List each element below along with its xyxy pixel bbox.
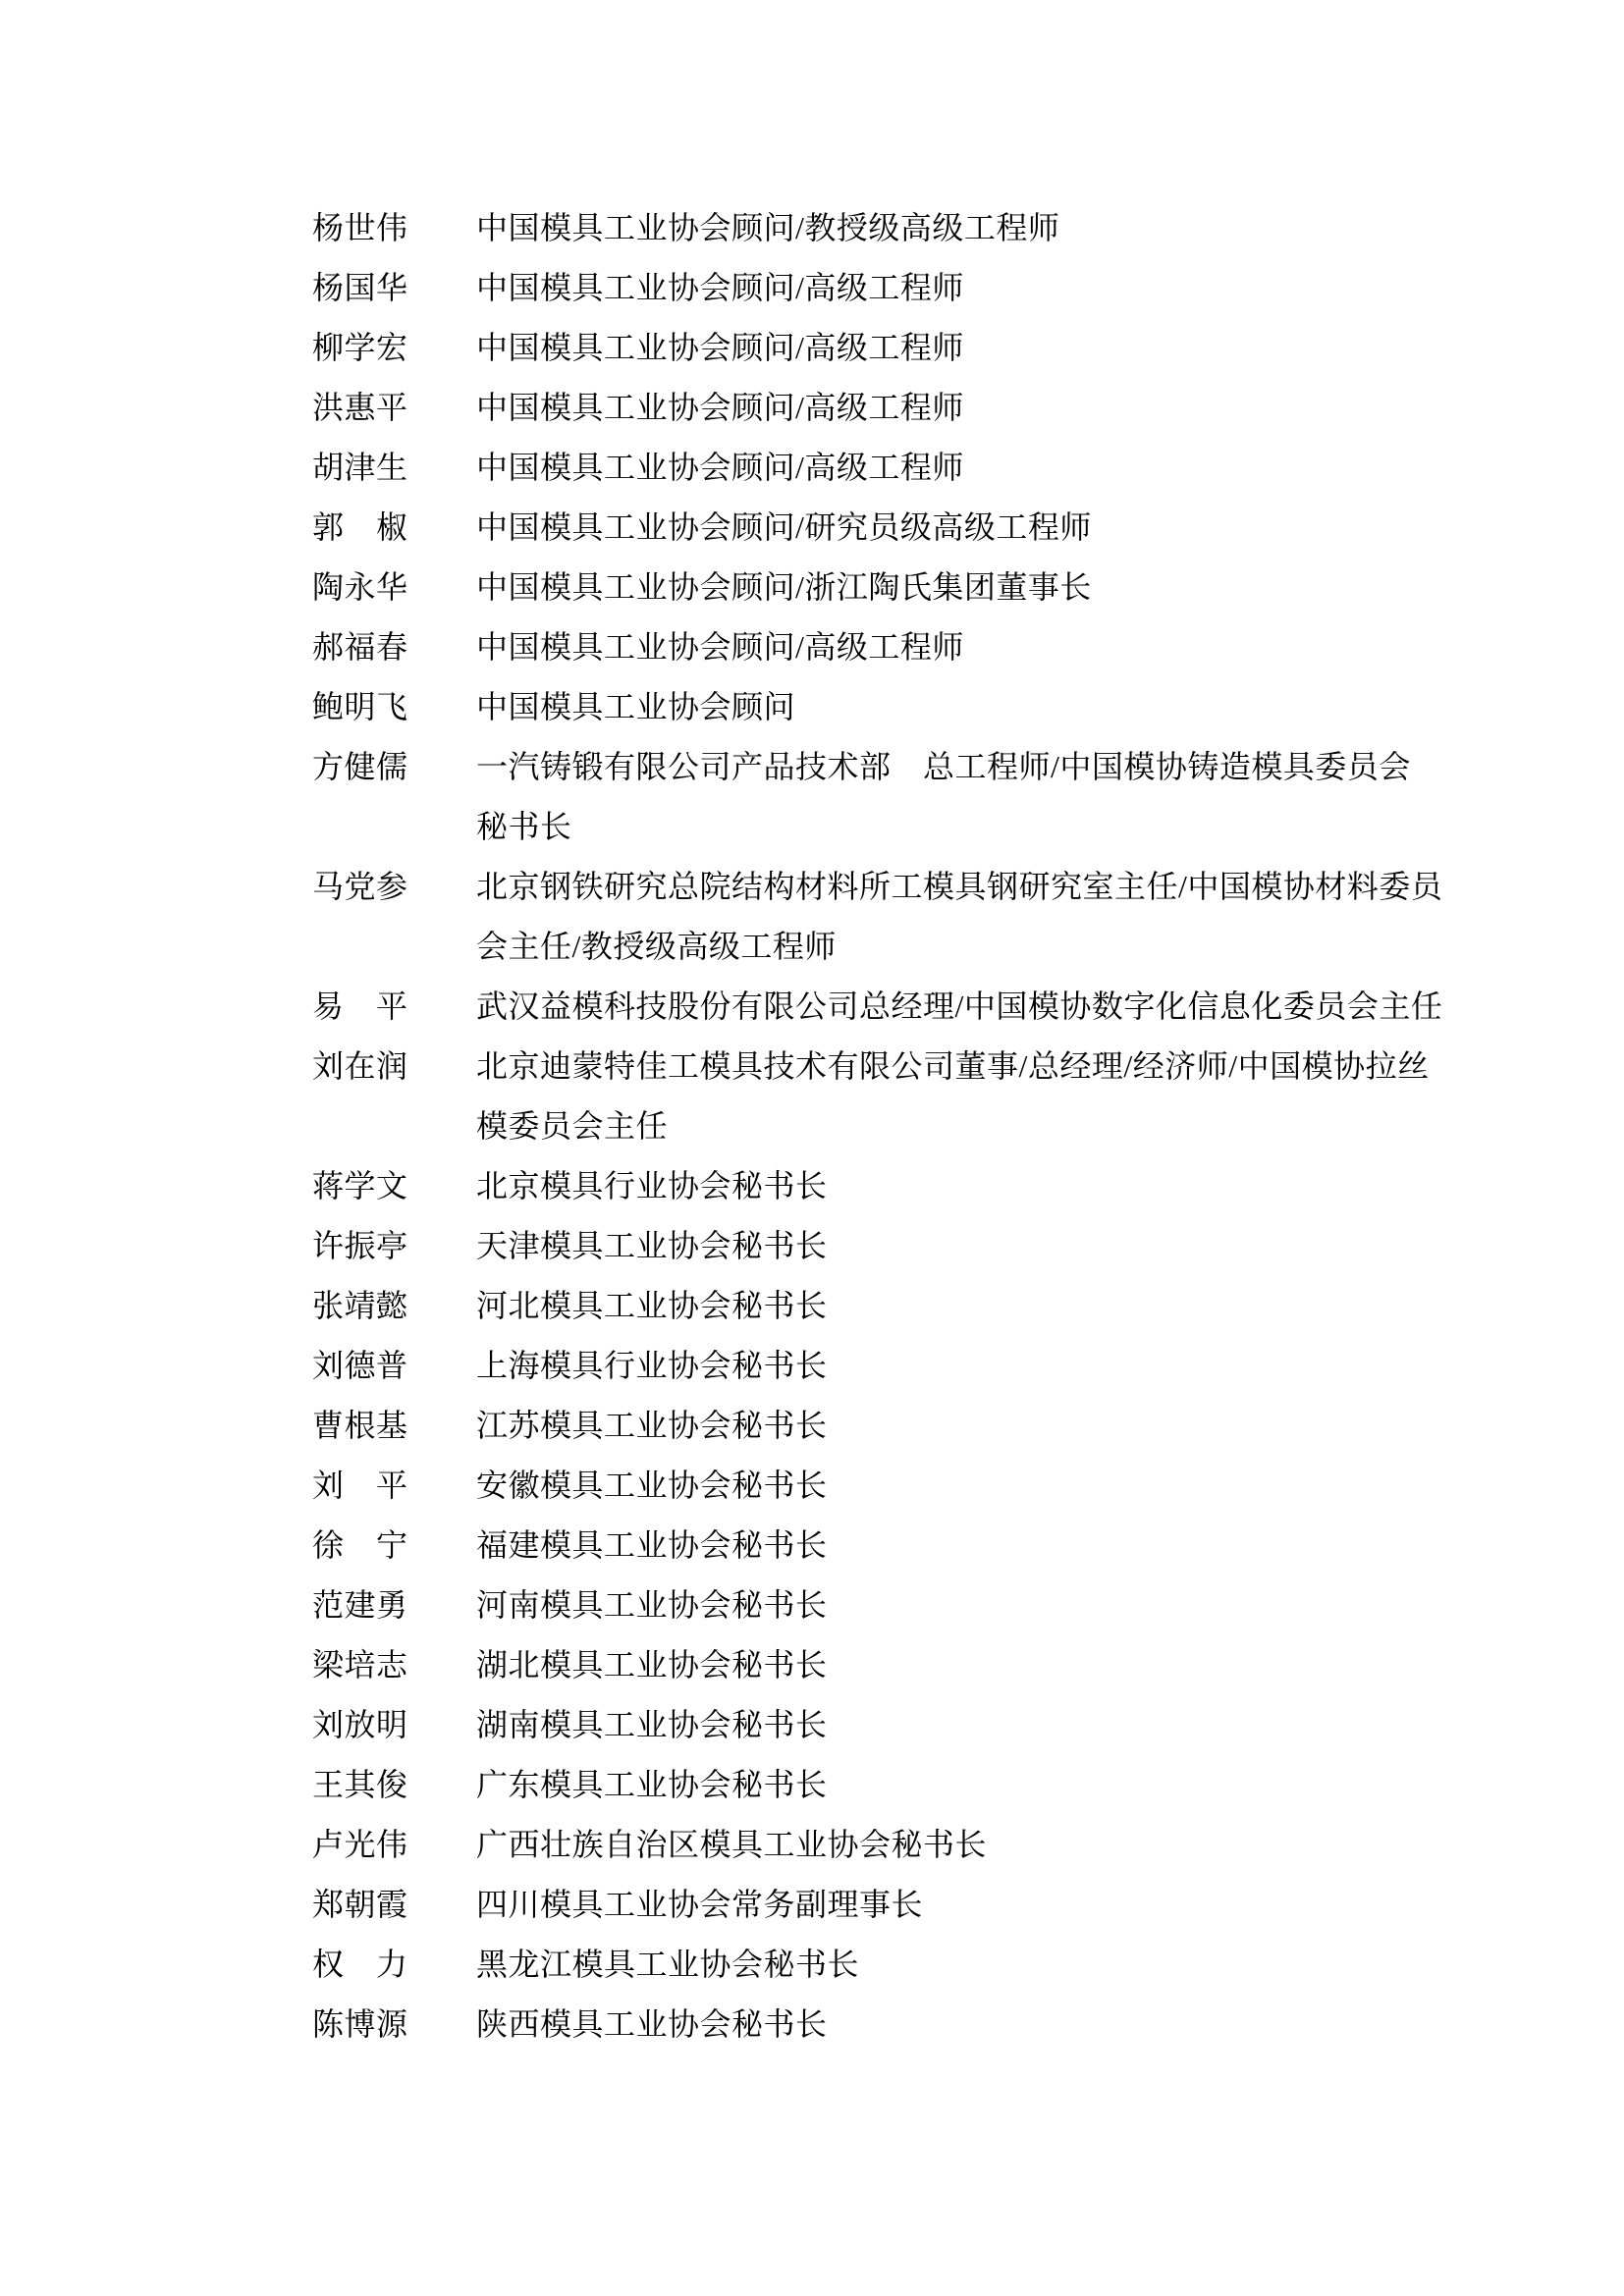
member-name: 马党参: [312, 869, 408, 904]
member-title: [476, 1575, 828, 1635]
member-title: [476, 1755, 828, 1815]
directory-entry: [0, 1156, 1442, 1216]
directory-entry: [0, 617, 1442, 677]
member-name: 刘德普: [312, 1348, 408, 1383]
member-title: [476, 977, 1442, 1037]
member-title-line: 广西壮族自治区模具工业协会秘书长: [476, 1827, 988, 1862]
member-name: 曹根基: [312, 1408, 408, 1443]
member-title-line: 广东模具工业协会秘书长: [476, 1767, 828, 1802]
member-title-line: 江苏模具工业协会秘书长: [476, 1408, 828, 1443]
member-title-line: 安徽模具工业协会秘书长: [476, 1468, 828, 1503]
member-name: 刘 平: [312, 1468, 408, 1503]
member-name: 蒋学文: [312, 1168, 408, 1203]
member-title-line: 福建模具工业协会秘书长: [476, 1527, 828, 1563]
member-title: [476, 1995, 828, 2055]
member-name: 陈博源: [312, 2006, 408, 2042]
member-name: 胡津生: [312, 450, 408, 485]
directory-entry: [0, 1396, 1442, 1456]
member-title-line: 湖南模具工业协会秘书长: [476, 1707, 828, 1742]
member-name: 郑朝霞: [312, 1887, 408, 1922]
member-title-line: 北京模具行业协会秘书长: [476, 1168, 828, 1203]
member-title: [476, 1516, 828, 1575]
member-title-line: 中国模具工业协会顾问/高级工程师: [476, 330, 964, 365]
directory-entry: [0, 1336, 1442, 1396]
directory-entry: [0, 558, 1442, 617]
member-name: 柳学宏: [312, 330, 408, 365]
member-title-line: 陕西模具工业协会秘书长: [476, 2006, 828, 2042]
member-title-line: 模委员会主任: [476, 1108, 669, 1144]
directory-entry: [0, 857, 1442, 977]
member-name: 刘在润: [312, 1048, 408, 1084]
member-title-line: 河北模具工业协会秘书长: [476, 1288, 828, 1323]
member-title-line: 中国模具工业协会顾问/高级工程师: [476, 629, 964, 665]
member-name: 刘放明: [312, 1707, 408, 1742]
member-title: [476, 1216, 828, 1276]
member-title-line: 四川模具工业协会常务副理事长: [476, 1887, 924, 1922]
member-title: [476, 1695, 828, 1755]
member-title-line: 中国模具工业协会顾问/浙江陶氏集团董事长: [476, 569, 1092, 605]
member-title-line: 天津模具工业协会秘书长: [476, 1228, 828, 1263]
directory-entry: [0, 1695, 1442, 1755]
member-name: 张靖懿: [312, 1288, 408, 1323]
directory-entry: [0, 1456, 1442, 1516]
member-title: [476, 1336, 828, 1396]
member-title: [476, 677, 795, 737]
directory-entry: [0, 1216, 1442, 1276]
member-title: [476, 1815, 987, 1875]
member-title: [476, 737, 1411, 857]
directory-entry: [0, 1935, 1442, 1995]
member-title: [476, 1037, 1430, 1156]
member-name: 鲍明飞: [312, 689, 408, 724]
directory-entry: [0, 318, 1442, 378]
directory-entry: [0, 677, 1442, 737]
member-name: 方健儒: [312, 749, 408, 784]
directory-entry: [0, 198, 1442, 258]
member-title-line: 北京钢铁研究总院结构材料所工模具钢研究室主任/中国模协材料委员: [476, 869, 1443, 904]
member-title-line: 黑龙江模具工业协会秘书长: [476, 1947, 860, 1982]
directory-entry: [0, 438, 1442, 498]
member-title: [476, 558, 1092, 617]
member-name: 范建勇: [312, 1587, 408, 1623]
member-name: 郭 椒: [312, 509, 408, 545]
member-name: 梁培志: [312, 1647, 408, 1682]
member-title: [476, 1935, 859, 1995]
member-name: 易 平: [312, 988, 408, 1024]
directory-entry: [0, 498, 1442, 558]
member-name: 杨世伟: [312, 210, 408, 245]
member-title-line: 河南模具工业协会秘书长: [476, 1587, 828, 1623]
directory-entry: [0, 378, 1442, 438]
member-title-line: 湖北模具工业协会秘书长: [476, 1647, 828, 1682]
member-name: 卢光伟: [312, 1827, 408, 1862]
directory-entry: [0, 1995, 1442, 2055]
directory-entry: [0, 1575, 1442, 1635]
member-title: [476, 438, 964, 498]
member-name: 王其俊: [312, 1767, 408, 1802]
member-title-line: 中国模具工业协会顾问/高级工程师: [476, 390, 964, 425]
member-title-line: 秘书长: [476, 809, 572, 844]
member-title-line: 中国模具工业协会顾问: [476, 689, 796, 724]
member-title-line: 一汽铸锻有限公司产品技术部 总工程师/中国模协铸造模具委员会: [476, 749, 1411, 784]
member-name: 洪惠平: [312, 390, 408, 425]
member-title: [476, 198, 1059, 258]
directory-entry: [0, 1875, 1442, 1935]
directory-entry: [0, 1516, 1442, 1575]
member-name: 郝福春: [312, 629, 408, 665]
member-name: 权 力: [312, 1947, 408, 1982]
directory-entry: [0, 1755, 1442, 1815]
directory-entry: [0, 1815, 1442, 1875]
member-title: [476, 258, 964, 318]
member-title: [476, 318, 964, 378]
member-title: [476, 617, 964, 677]
directory-entry: [0, 1276, 1442, 1336]
member-title: [476, 857, 1442, 977]
directory-entry: [0, 1037, 1442, 1156]
member-name: 陶永华: [312, 569, 408, 605]
directory-entry: [0, 1635, 1442, 1695]
member-title-line: 会主任/教授级高级工程师: [476, 929, 837, 964]
member-title-line: 中国模具工业协会顾问/高级工程师: [476, 450, 964, 485]
member-name: 徐 宁: [312, 1527, 408, 1563]
member-title-line: 中国模具工业协会顾问/教授级高级工程师: [476, 210, 1060, 245]
directory-entry: [0, 977, 1442, 1037]
member-name: 许振亭: [312, 1228, 408, 1263]
member-title: [476, 1635, 828, 1695]
member-title-line: 中国模具工业协会顾问/高级工程师: [476, 270, 964, 305]
member-title: [476, 498, 1092, 558]
member-title-line: 北京迪蒙特佳工模具技术有限公司董事/总经理/经济师/中国模协拉丝: [476, 1048, 1430, 1084]
member-title: [476, 1396, 828, 1456]
member-title-line: 中国模具工业协会顾问/研究员级高级工程师: [476, 509, 1092, 545]
member-title-line: 上海模具行业协会秘书长: [476, 1348, 828, 1383]
member-title: [476, 1456, 828, 1516]
member-title-line: 武汉益模科技股份有限公司总经理/中国模协数字化信息化委员会主任: [476, 988, 1443, 1024]
member-title: [476, 1875, 923, 1935]
directory-entry: [0, 258, 1442, 318]
member-name: 杨国华: [312, 270, 408, 305]
member-title: [476, 1156, 828, 1216]
member-directory-list: [0, 198, 1442, 2055]
member-title: [476, 1276, 828, 1336]
directory-entry: [0, 737, 1442, 857]
member-title: [476, 378, 964, 438]
